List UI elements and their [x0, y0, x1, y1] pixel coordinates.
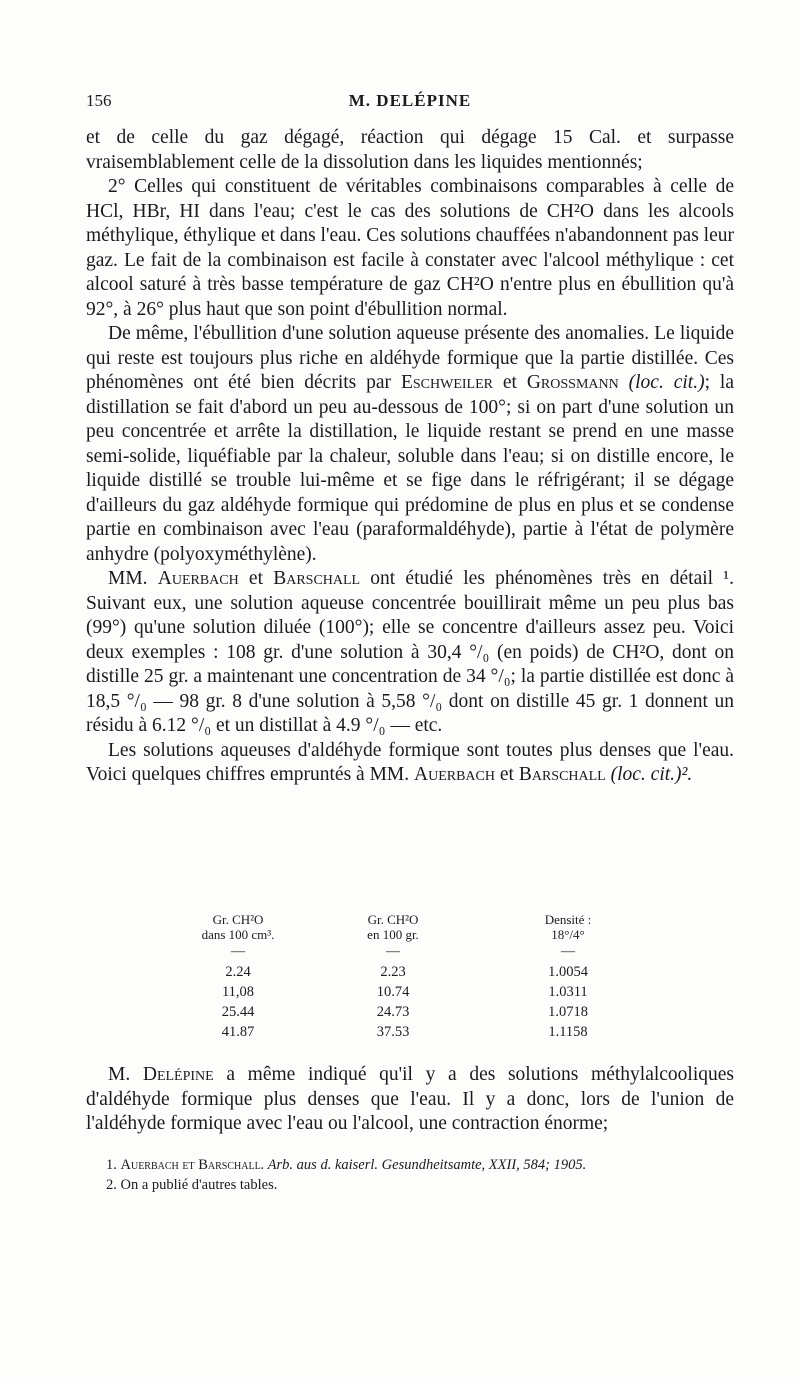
dash: — — [561, 944, 575, 959]
paragraph-3 — [86, 322, 734, 567]
author-name-eschweiler: Eschweiler — [400, 372, 493, 393]
table-cell: 1.0718 — [548, 1003, 588, 1020]
column-header-per-100g — [298, 912, 488, 942]
paragraph-5-text: Les solutions aqueuses d'aldéhyde formique sont toutes plus denses que l'eau. Voici quelques chiffres empruntés à MM. — [86, 739, 734, 785]
citation-loc-cit: (loc. cit.) — [618, 372, 705, 393]
footnotes — [86, 1155, 734, 1195]
paragraph-6-m: M. — [108, 1064, 143, 1085]
density-table — [178, 912, 648, 1042]
conjunction: et — [492, 372, 527, 393]
author-name-auerbach: Auerbach — [157, 568, 239, 589]
table-row — [178, 962, 648, 982]
column-header-per-100cm3 — [178, 912, 298, 942]
paragraph-1-text: et de celle du gaz dégagé, réaction qui dégage 15 Cal. et surpasse vraisemblablement celle de la dissolution dans les liquides mentionnés; — [86, 127, 734, 173]
paragraph-4-mm: MM. — [108, 568, 158, 589]
dash: — — [386, 944, 400, 959]
table-cell: 24.73 — [376, 1003, 410, 1020]
author-name-grossmann: Grossmann — [526, 372, 619, 393]
footnote-authors: Auerbach et Barschall — [120, 1157, 261, 1173]
table-row — [178, 1022, 648, 1042]
running-head-author: M. DELÉPINE — [348, 91, 472, 110]
table-cell: 10.74 — [376, 983, 410, 1000]
author-name-delepine: Delépine — [142, 1064, 214, 1085]
table-row — [178, 982, 648, 1002]
table-cell: 25.44 — [221, 1003, 255, 1020]
paragraph-2-text: 2° Celles qui constituent de véritables combinaisons comparables à celle de HCl, HBr, HI dans l'eau; c'est le cas des solutions de CH²O dans les alcools méthylique, éthylique et dans l'eau. Ces solutions chauffées n'abandonnent pas leur gaz. Le fait de la combinaison est facile à constater avec l'alcool méthylique : cet alcool saturé à très basse température de gaz CH²O n'entre plus en ébullition qu'à 92°, à 26° plus haut que son point d'ébullition normal. — [86, 176, 734, 320]
paragraph-3-text-a: De même, l'ébullition d'une solution aqueuse présente des anomalies. Le liquide qui reste est toujours plus riche en aldéhyde formique que la partie distillée. Ces phénomènes ont été bien décrits par — [86, 323, 734, 393]
column-header-density — [488, 912, 648, 942]
page-number: 156 — [86, 91, 112, 110]
closing-text — [86, 1063, 734, 1137]
table-cell: 1.0054 — [548, 963, 588, 980]
paragraph-6-text: a même indiqué qu'il y a des solutions méthylalcooliques d'aldéhyde formique plus denses que l'eau. Il y a donc, lors de l'union de l'aldéhyde formique avec l'eau ou l'alcool, une contraction énorme; — [86, 1064, 735, 1134]
paragraph-5 — [86, 739, 734, 788]
conjunction: et — [238, 568, 274, 589]
table-cell: 2.23 — [380, 963, 406, 980]
author-name-barschall: Barschall — [273, 568, 361, 589]
footnote-number: 2. — [106, 1177, 121, 1193]
paragraph-2 — [86, 175, 734, 322]
citation-loc-cit: (loc. cit.)². — [605, 764, 693, 785]
header-line: dans 100 cm³. — [201, 927, 275, 942]
footnote-number: 1. — [106, 1157, 121, 1173]
body-text — [86, 126, 734, 788]
author-name-auerbach: Auerbach — [414, 764, 495, 785]
running-head — [86, 91, 734, 115]
footnote-2 — [86, 1175, 734, 1195]
conjunction: et — [495, 764, 519, 785]
paragraph-4 — [86, 567, 734, 739]
paragraph-1 — [86, 126, 734, 175]
table-rule-row — [178, 942, 648, 962]
table-cell: 37.53 — [376, 1023, 410, 1040]
header-line: 18°/4° — [551, 927, 585, 942]
table-cell: 1.1158 — [548, 1023, 588, 1040]
paragraph-3-text-b: ; la distillation se fait d'abord un peu au-dessous de 100°; si on part d'une solution un peu concentrée et arrête la distillation, le liquide restant se prend en une masse semi-solide, liquéfiable par la chaleur, soluble dans l'eau; si on distille encore, le liquide distillé se trouble lui-même et se fige dans le réfrigérant; il se dégage d'ailleurs du gaz aldéhyde formique qui prédomine de plus en plus et se condense partie en combinaison avec l'eau (paraformaldéhyde), partie à l'état de polymère anhydre (polyoxyméthylène). — [86, 372, 734, 565]
author-name-barschall: Barschall — [518, 764, 606, 785]
dash: — — [231, 944, 245, 959]
footnote-citation: . Arb. aus d. kaiserl. Gesundheitsamte, XXII, 584; 1905. — [260, 1157, 587, 1173]
table-cell: 1.0311 — [548, 983, 588, 1000]
table-cell: 11,08 — [221, 983, 255, 1000]
footnote-text: On a publié d'autres tables. — [120, 1177, 278, 1193]
table-cell: 2.24 — [225, 963, 251, 980]
paragraph-4-text: ont étudié les phénomènes très en détail ¹. Suivant eux, une solution aqueuse concentrée bouillirait même un peu plus bas (99°) qu'une solution diluée (100°); elle se concentre d'ailleurs assez peu. Voici deux exemples : 108 gr. d'une solution à 30,4 °/₀ (en poids) de CH²O, dont on distille 25 gr. a maintenant une concentration de 34 °/₀; la partie distillée est donc à 18,5 °/₀ — 98 gr. 8 d'une solution à 5,58 °/₀ dont on distille 45 gr. 1 donnent un résidu à 6.12 °/₀ et un distillat à 4.9 °/₀ — etc. — [86, 568, 734, 736]
header-line: Gr. CH²O — [367, 912, 419, 927]
footnote-1 — [86, 1155, 734, 1175]
table-cell: 41.87 — [221, 1023, 255, 1040]
header-line: en 100 gr. — [367, 927, 419, 942]
paragraph-6 — [86, 1063, 734, 1137]
table-header-row — [178, 912, 648, 942]
header-line: Gr. CH²O — [212, 912, 264, 927]
header-line: Densité : — [544, 912, 592, 927]
table-row — [178, 1002, 648, 1022]
